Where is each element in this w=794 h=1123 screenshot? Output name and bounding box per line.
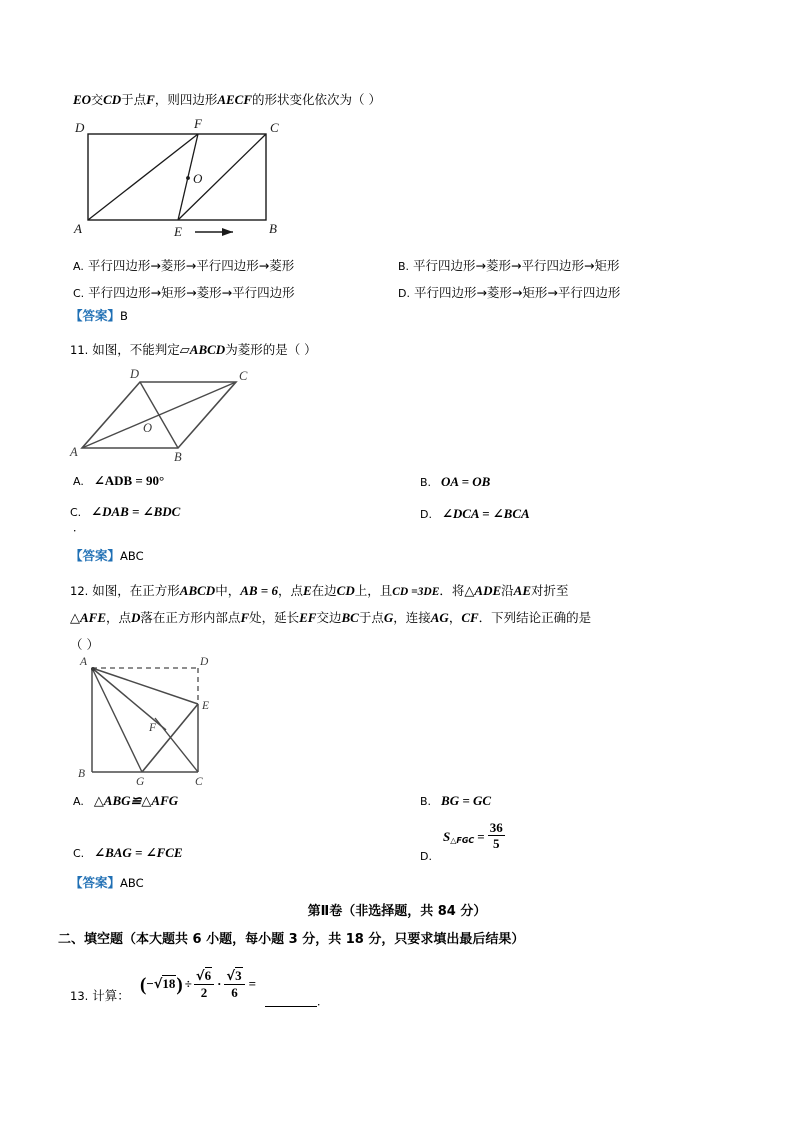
q10-figure [70, 112, 290, 242]
q13-fraction-1 [194, 968, 214, 1000]
svg-text:E: E [174, 224, 182, 239]
q12-option-b-letter: B. [420, 795, 432, 808]
q10-stem [73, 86, 381, 114]
q13-close-paren: ) [176, 974, 183, 996]
q12-l2-s13: AG [430, 610, 449, 625]
q12-option-a-letter: A. [73, 795, 84, 808]
q12-l1-s2: ABCD [179, 583, 216, 598]
q11-answer-row [70, 546, 144, 565]
q10-option-a-text: 平行四边形→菱形→平行四边形→菱形 [87, 258, 295, 273]
q11-stem-seg1: 如图，不能判定 [92, 342, 180, 357]
fill-blank-section-header [58, 928, 524, 947]
q10-option-b-text: 平行四边形→菱形→平行四边形→矩形 [413, 258, 620, 273]
q12-option-c[interactable] [73, 845, 183, 861]
q13-frac2-radicand: 3 [235, 968, 242, 983]
q12-option-a[interactable] [73, 793, 178, 809]
q12-answer-tag: 【答案】 [70, 875, 121, 890]
q13-frac2-radical: √ [226, 969, 236, 984]
q11-option-c-text: ∠DAB = ∠BDC [91, 504, 181, 519]
svg-text:F: F [149, 722, 157, 734]
q12-l2-s3: D [131, 610, 141, 625]
q12-l1-s15: 对折至 [531, 583, 569, 598]
q12-l2-s15: CF [461, 610, 479, 625]
q12-option-b[interactable] [420, 793, 491, 809]
q10-stem-seg8: 的形状变化依次为（ ） [252, 92, 382, 107]
q11-option-c-letter: C. [70, 506, 82, 519]
q12-l2-s16: ．下列结论正确的是 [478, 610, 592, 625]
q13-answer-blank[interactable] [265, 995, 317, 1007]
q12-option-d-formula: $S_{\triangle FGC}$ = $\frac{36}{5}$ [443, 820, 503, 851]
q12-answer-value: ABC [120, 876, 144, 890]
q12-l2-s5: F [240, 610, 250, 625]
q10-option-b-letter: B. [398, 260, 410, 273]
svg-text:D: D [75, 120, 85, 135]
q12-l2-s6: 处，延长 [249, 610, 300, 625]
q13-expression [140, 968, 256, 1000]
q11-figure [68, 360, 268, 465]
q12-l2-s14: ， [448, 610, 462, 625]
q10-answer-tag: 【答案】 [70, 308, 121, 323]
q11-option-b-letter: B. [420, 476, 432, 489]
svg-text:O: O [143, 421, 153, 435]
q10-stem-seg7: AECF [217, 92, 253, 107]
q12-l1-s13: 沿 [501, 583, 514, 598]
q10-stem-seg4: 于点 [121, 92, 147, 107]
q10-option-a[interactable] [73, 256, 294, 274]
q13-stem [70, 986, 130, 1005]
svg-text:B: B [269, 221, 277, 236]
q12-option-d-subscript: △FGC [450, 836, 475, 846]
q12-l2-s8: 交边 [316, 610, 342, 625]
q10-stem-seg6: ，则四边形 [154, 92, 218, 107]
q13-answer-blank-row[interactable] [265, 992, 328, 1010]
svg-text:A: A [70, 445, 78, 459]
volume-header [0, 900, 794, 919]
q10-stem-seg3: CD [103, 92, 122, 107]
q10-option-d[interactable] [398, 283, 620, 301]
q10-option-d-text: 平行四边形→菱形→矩形→平行四边形 [413, 285, 621, 300]
q10-option-c-text: 平行四边形→矩形→菱形→平行四边形 [88, 285, 295, 300]
q12-option-c-letter: C. [73, 847, 85, 860]
svg-text:C: C [195, 776, 203, 787]
q11-option-c-period: ． [73, 521, 84, 534]
q12-l1-s10: CD =3DE [392, 586, 440, 598]
q12-option-d[interactable] [420, 848, 432, 863]
svg-text:A: A [80, 656, 88, 668]
svg-text:B: B [78, 768, 86, 780]
q11-option-a-text: ∠ADB = 90° [93, 473, 165, 488]
q12-l2-s4: 落在正方形内部点 [140, 610, 241, 625]
q13-middle-operator: · [217, 976, 222, 992]
q10-answer-row [70, 306, 128, 325]
q12-l2-s11: G [383, 610, 394, 625]
svg-text:G: G [136, 776, 145, 787]
q11-stem-seg2: ▱ABCD [179, 342, 226, 357]
q12-option-b-text: BG = GC [441, 793, 492, 808]
q12-option-a-text: △ABG≌△AFG [93, 793, 179, 808]
q12-l1-s4: AB = 6 [240, 583, 278, 598]
q12-l1-s6: E [302, 583, 312, 598]
q12-l1-s12: △ADE [464, 583, 502, 598]
q13-open-paren: ( [140, 974, 147, 996]
q11-option-b-text: OA = OB [441, 474, 491, 489]
q12-l1-s9: 上，且 [354, 583, 393, 598]
svg-text:B: B [174, 450, 182, 464]
q12-option-c-text: ∠BAG = ∠FCE [94, 845, 183, 860]
q11-option-a[interactable] [73, 473, 164, 489]
svg-text:O: O [193, 171, 203, 186]
q12-option-d-denominator: 5 [488, 835, 505, 851]
q11-option-b[interactable] [420, 474, 490, 490]
q13-label: 计算： [92, 988, 130, 1003]
q11-option-d[interactable] [420, 506, 530, 522]
q13-frac1-numerator [194, 968, 214, 984]
q12-l1-s8: CD [336, 583, 355, 598]
q12-number: 12. [70, 584, 89, 598]
q11-answer-value: ABC [120, 549, 144, 563]
q12-stem-line2 [70, 604, 591, 631]
q10-option-b[interactable] [398, 256, 619, 274]
q12-l2-s7: EF [299, 610, 317, 625]
q12-l2-s2: ，点 [106, 610, 132, 625]
q12-option-d-numerator: 36 [489, 820, 503, 835]
q12-l1-s5: ，点 [277, 583, 303, 598]
q10-stem-seg2: 交 [91, 93, 104, 107]
q13-frac1-denominator: 2 [194, 984, 214, 1000]
q12-option-d-fraction [488, 820, 505, 851]
q11-option-c[interactable] [70, 504, 180, 520]
svg-text:F: F [194, 116, 202, 131]
svg-text:C: C [239, 369, 248, 383]
svg-text:E: E [202, 700, 210, 712]
q13-minus: − [146, 976, 154, 992]
q13-period: ． [317, 995, 328, 1008]
q12-l1-s3: 中， [215, 583, 241, 598]
q10-stem-seg1: EO [73, 92, 92, 107]
q11-option-d-letter: D. [420, 508, 432, 521]
q13-radicand: 18 [162, 976, 176, 992]
q12-l1-s1: 如图，在正方形 [92, 583, 180, 598]
q12-stem-line1 [70, 577, 569, 606]
svg-text:D: D [200, 656, 209, 668]
svg-text:D: D [130, 367, 140, 381]
svg-text:C: C [270, 120, 279, 135]
q12-l2-s9: BC [341, 610, 359, 625]
q12-answer-row [70, 873, 144, 892]
q12-l2-s1: △AFE [70, 610, 107, 625]
q10-option-a-letter: A. [73, 260, 84, 273]
q12-l1-s14: AE [513, 583, 531, 598]
q10-option-d-letter: D. [398, 287, 410, 300]
svg-text:A: A [74, 221, 82, 236]
q12-l1-s11: ．将 [439, 583, 465, 598]
q13-fraction-2 [224, 968, 244, 1000]
q12-l3: （ ） [70, 637, 99, 652]
q10-option-c-letter: C. [73, 287, 85, 300]
q11-number: 11. [70, 343, 89, 357]
volume-header-text: 第Ⅱ卷（非选择题，共 84 分） [307, 904, 487, 919]
q13-number: 13. [70, 989, 89, 1003]
fill-blank-section-header-text: 二、填空题（本大题共 6 小题，每小题 3 分，共 18 分，只要求填出最后结果） [58, 932, 525, 947]
q12-l2-s10: 于点 [358, 610, 384, 625]
q13-radical-sign: √ [153, 977, 163, 993]
q12-l2-s12: ，连接 [393, 610, 431, 625]
q12-option-d-symbol: S [443, 829, 451, 845]
q12-option-d-letter: D. [420, 850, 432, 863]
q10-option-c[interactable] [73, 283, 295, 301]
q13-frac2-numerator [224, 968, 244, 984]
q11-answer-tag: 【答案】 [70, 548, 121, 563]
q10-answer-value: B [120, 309, 128, 323]
q13-divide: ÷ [184, 976, 192, 992]
q13-frac1-radicand: 6 [204, 968, 212, 983]
q13-frac1-radical: √ [195, 969, 205, 984]
q13-frac2-denominator: 6 [224, 984, 244, 1000]
q12-figure [70, 652, 250, 787]
q12-l1-s7: 在边 [311, 583, 337, 598]
q10-stem-seg5: F [146, 92, 155, 107]
q11-option-a-letter: A. [73, 475, 84, 488]
q11-stem-seg3: 为菱形的是（ ） [225, 342, 317, 357]
q13-equals: = [248, 976, 256, 992]
q11-option-d-text: ∠DCA = ∠BCA [441, 506, 530, 521]
